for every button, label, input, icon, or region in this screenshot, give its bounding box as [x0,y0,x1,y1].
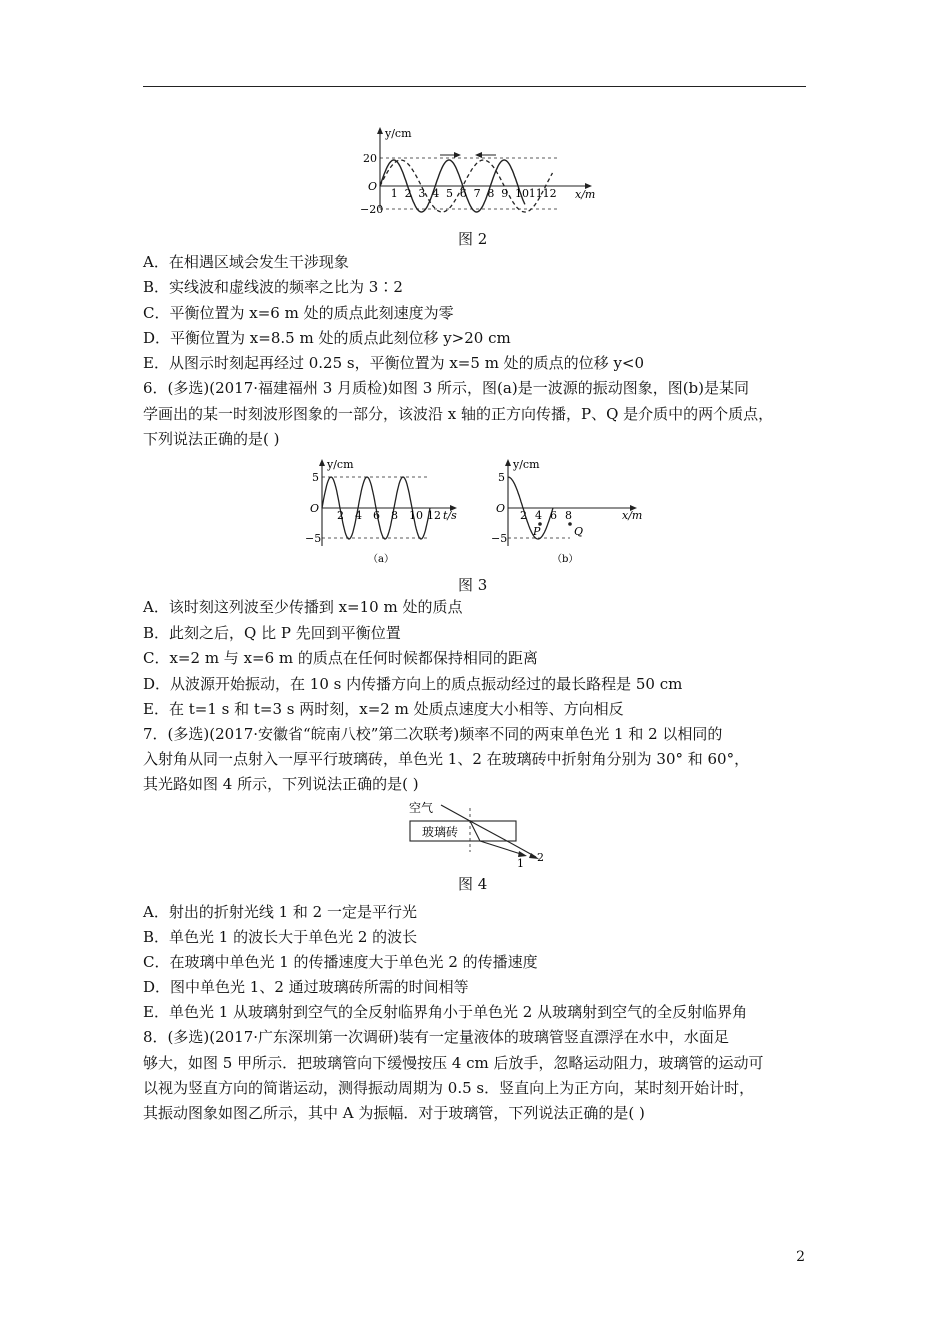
fig3a-tick-6: 6 [373,509,380,522]
q5-option-e: E．从图示时刻起再经过 0.25 s，平衡位置为 x=5 m 处的质点的位移 y<0 [143,354,645,372]
fig2-y-bottom: −20 [360,203,384,216]
q5-option-d: D．平衡位置为 x=8.5 m 处的质点此刻位移 y>20 cm [143,329,511,347]
q7-option-e: E．单色光 1 从玻璃射到空气的全反射临界角小于单色光 2 从玻璃射到空气的全反射临界角 [143,1003,748,1021]
q7-option-b: B．单色光 1 的波长大于单色光 2 的波长 [143,928,418,946]
fig2-tick-11: 11 [528,187,543,200]
q6-stem-2: 学画出的某一时刻波形图象的一部分，该波沿 x 轴的正方向传播，P、Q 是介质中的两个质点， [143,405,774,423]
fig3a-tick-8: 8 [391,509,398,522]
fig3b-y-top: 5 [498,471,505,484]
fig3a-tick-12: 12 [427,509,441,522]
fig3b-sub: （b） [552,554,579,565]
figure-3b [480,452,650,570]
q6-stem-3: 下列说法正确的是( ) [143,430,280,448]
fig4-ray2-label: 2 [537,851,544,864]
fig3b-x-label: x/m [622,509,643,522]
fig3b-y-label: y/cm [513,458,540,471]
fig3b-q-label: Q [574,525,584,538]
fig2-origin: O [368,180,378,193]
q7-option-c: C．在玻璃中单色光 1 的传播速度大于单色光 2 的传播速度 [143,953,538,971]
q6-option-e: E．在 t=1 s 和 t=3 s 两时刻，x=2 m 处质点速度大小相等、方向相反 [143,700,624,718]
fig3b-y-bottom: −5 [491,532,508,545]
figure-3-caption: 图 3 [458,576,488,594]
q6-option-c: C．x=2 m 与 x=6 m 的质点在任何时候都保持相同的距离 [143,649,538,667]
q7-option-a: A．射出的折射光线 1 和 2 一定是平行光 [143,903,417,921]
q8-stem-2: 够大，如图 5 甲所示．把玻璃管向下缓慢按压 4 cm 后放手，忽略运动阻力，玻璃管的运动可 [143,1054,764,1072]
fig3b-tick-2: 2 [520,509,527,522]
q5-option-b: B．实线波和虚线波的频率之比为 3∶2 [143,278,403,296]
fig2-y-top: 20 [363,152,377,165]
q7-stem-3: 其光路如图 4 所示，下列说法正确的是( ) [143,775,419,793]
fig2-tick-5: 5 [446,187,453,200]
fig3a-y-label: y/cm [327,458,354,471]
figure-2 [355,120,605,225]
fig3b-tick-8: 8 [565,509,572,522]
q7-option-d: D．图中单色光 1、2 通过玻璃砖所需的时间相等 [143,978,469,996]
fig2-y-label: y/cm [385,127,412,140]
fig2-tick-3: 3 [418,187,426,200]
figure-4-caption: 图 4 [458,875,488,893]
header-rule [143,86,806,87]
figure-2-caption: 图 2 [458,230,488,248]
q6-stem-1: 6．(多选)(2017·福建福州 3 月质检)如图 3 所示，图(a)是一波源的振动图象，图(b)是某同 [143,379,750,397]
fig3b-origin: O [496,502,506,515]
fig3b-p-label: P [533,525,541,538]
fig2-tick-4: 4 [432,187,440,200]
fig2-tick-12: 12 [542,187,557,200]
fig2-tick-7: 7 [473,187,481,200]
figure-4 [400,795,560,870]
q7-stem-2: 入射角从同一点射入一厚平行玻璃砖，单色光 1、2 在玻璃砖中折射角分别为 30° 和 60°， [143,750,750,768]
q5-option-c: C．平衡位置为 x=6 m 处的质点此刻速度为零 [143,304,454,322]
fig3a-tick-10: 10 [409,509,423,522]
fig3a-y-bottom: −5 [305,532,322,545]
fig2-tick-1: 1 [390,187,398,200]
figure-3a [300,452,470,570]
fig3b-tick-4: 4 [535,509,542,522]
q5-option-a: A．在相遇区域会发生干涉现象 [143,253,349,271]
fig3a-x-label: t/s [443,509,457,522]
page-number: 2 [796,1249,805,1265]
q6-option-d: D．从波源开始振动，在 10 s 内传播方向上的质点振动经过的最长路程是 50 cm [143,675,683,693]
fig4-glass-label: 玻璃砖 [422,825,459,839]
fig2-tick-10: 10 [515,187,529,200]
fig4-air-label: 空气 [409,801,434,815]
fig3b-tick-6: 6 [550,509,557,522]
fig2-x-label: x/m [575,188,596,201]
fig2-tick-8: 8 [487,187,495,200]
fig3a-tick-4: 4 [355,509,362,522]
q8-stem-3: 以视为竖直方向的简谐运动，测得振动周期为 0.5 s．竖直向上为正方向，某时刻开始计时， [143,1079,755,1097]
fig2-tick-9: 9 [501,187,509,200]
fig3a-origin: O [310,502,320,515]
q6-option-a: A．该时刻这列波至少传播到 x=10 m 处的质点 [143,598,463,616]
q8-stem-1: 8．(多选)(2017·广东深圳第一次调研)装有一定量液体的玻璃管竖直漂浮在水中，水面足 [143,1028,729,1046]
fig3a-tick-2: 2 [337,509,344,522]
fig3a-y-top: 5 [312,471,319,484]
fig4-ray1-label: 1 [517,857,524,870]
q8-stem-4: 其振动图象如图乙所示，其中 A 为振幅．对于玻璃管，下列说法正确的是( ) [143,1104,645,1122]
fig3a-sub: （a） [368,554,394,565]
fig2-tick-2: 2 [404,187,412,200]
q7-stem-1: 7．(多选)(2017·安徽省“皖南八校”第二次联考)频率不同的两束单色光 1 和 2 以相同的 [143,725,723,743]
fig2-tick-6: 6 [459,187,467,200]
q6-option-b: B．此刻之后，Q 比 P 先回到平衡位置 [143,624,401,642]
